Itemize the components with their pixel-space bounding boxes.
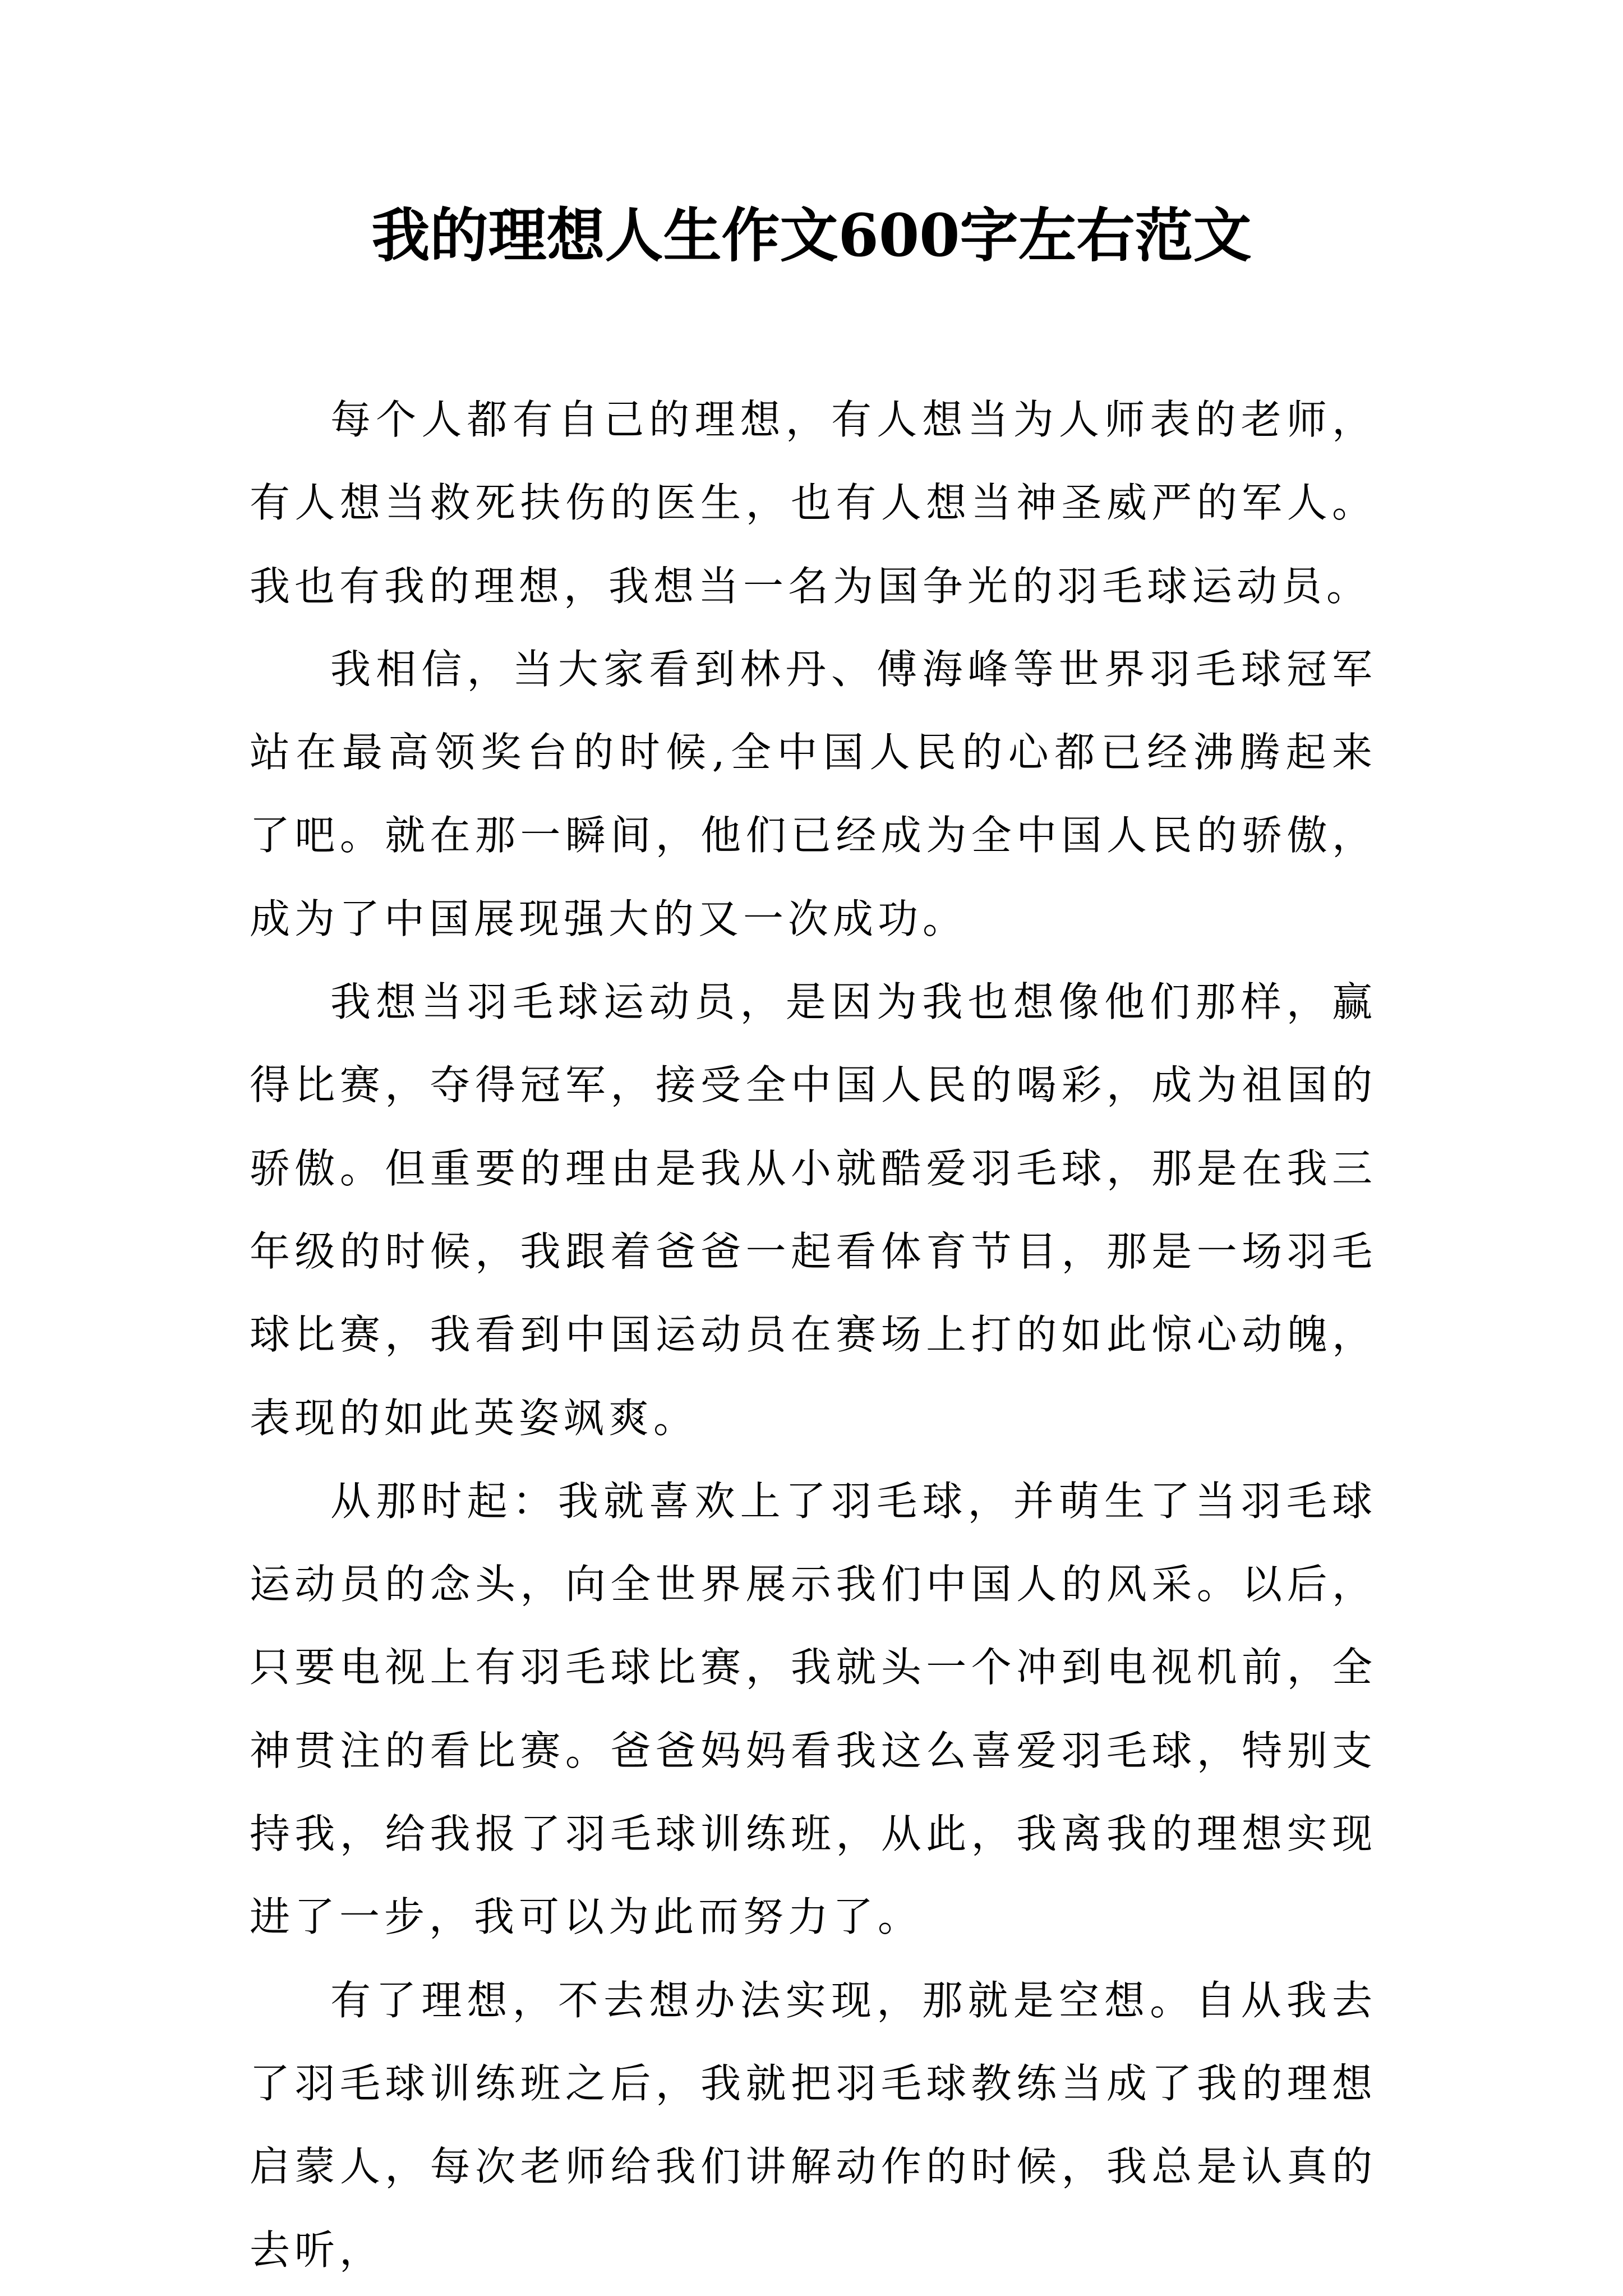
document-body [250, 378, 1377, 2292]
paragraph-5: 有了理想，不去想办法实现，那就是空想。自从我去了羽毛球训练班之后，我就把羽毛球教练当成了我的理想启蒙人，每次老师给我们讲解动作的时候，我总是认真的去听， [250, 1976, 1377, 2274]
paragraph-2: 我相信，当大家看到林丹、傅海峰等世界羽毛球冠军站在最高领奖台的时候,全中国人民的心都已经沸腾起来了吧。就在那一瞬间，他们已经成为全中国人民的骄傲，成为了中国展现强大的又一次成功。 [250, 645, 1377, 942]
paragraph-1: 每个人都有自己的理想，有人想当为人师表的老师，有人想当救死扶伤的医生，也有人想当神圣威严的军人。我也有我的理想，我想当一名为国争光的羽毛球运动员。 [250, 396, 1377, 610]
paragraph-3: 我想当羽毛球运动员，是因为我也想像他们那样，赢得比赛，夺得冠军，接受全中国人民的喝彩，成为祖国的骄傲。但重要的理由是我从小就酷爱羽毛球，那是在我三年级的时候，我跟着爸爸一起看体育节目，那是一场羽毛球比赛，我看到中国运动员在赛场上打的如此惊心动魄，表现的如此英姿飒爽。 [250, 978, 1377, 1442]
document-title: 我的理想人生作文600字左右范文 [371, 201, 1252, 270]
paragraph-4: 从那时起：我就喜欢上了羽毛球，并萌生了当羽毛球运动员的念头，向全世界展示我们中国人的风采。以后，只要电视上有羽毛球比赛，我就头一个冲到电视机前，全神贯注的看比赛。爸爸妈妈看我这么喜爱羽毛球，特别支持我，给我报了羽毛球训练班，从此，我离我的理想实现进了一步，我可以为此而努力了。 [250, 1477, 1377, 1941]
